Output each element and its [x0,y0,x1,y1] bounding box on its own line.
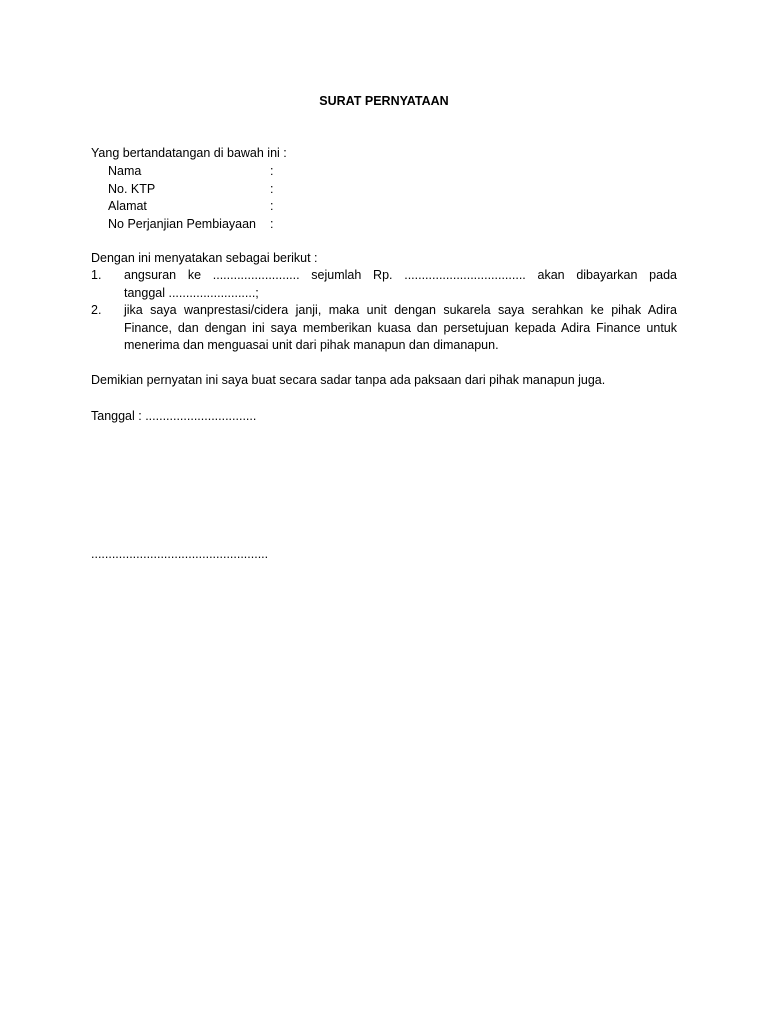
field-row-alamat [108,198,280,216]
list-item-line: jika saya wanprestasi/cidera janji, maka unit dengan sukarela saya serahkan ke pihak Adira [124,303,677,318]
list-item-line: menerima dan menguasai unit dari pihak manapun dan dimanapun. [124,338,499,353]
list-item-line: angsuran ke ......................... sejumlah Rp. ................................... akan dibayarkan pada [124,268,677,282]
list-item-text [124,302,677,355]
list-item [91,267,677,302]
field-row-no-perjanjian [108,216,280,234]
field-label-nama: Nama [108,164,142,178]
statement-list [91,267,677,355]
list-item-number: 1. [91,268,102,282]
field-label-no-ktp: No. KTP [108,181,156,196]
identity-fields [108,163,280,233]
closing-text: Demikian pernyatan ini saya buat secara sadar tanpa ada paksaan dari pihak manapun juga. [91,373,606,387]
field-colon: : [270,199,274,214]
list-item-line: Finance, dan dengan ini saya memberikan kuasa dan persetujuan kepada Adira Finance untuk [124,320,677,335]
list-item-line: tanggal .........................; [124,285,259,300]
document-title: SURAT PERNYATAAN [319,94,449,108]
statement-intro: Dengan ini menyatakan sebagai berikut : [91,251,318,265]
list-item-number: 2. [91,303,102,318]
field-label-alamat: Alamat [108,199,147,214]
intro-text: Yang bertandatangan di bawah ini : [91,146,287,160]
date-line: Tanggal : ................................ [91,409,257,423]
field-colon: : [270,181,274,196]
field-row-nama [108,163,280,181]
list-item-text [124,267,677,302]
field-row-no-ktp [108,181,280,199]
field-label-no-perjanjian: No Perjanjian Pembiayaan [108,216,257,231]
signature-line: ................................................... [91,547,269,561]
field-colon: : [270,164,274,178]
field-colon: : [270,216,274,231]
list-item [91,302,677,355]
